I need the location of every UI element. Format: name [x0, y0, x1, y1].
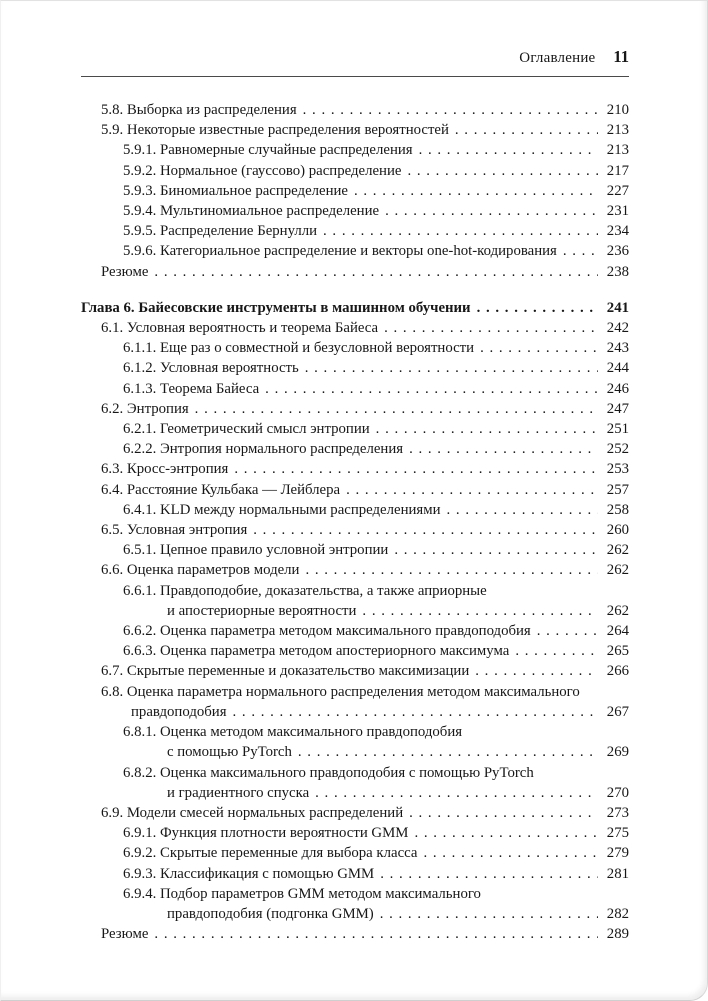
toc-entry-line [101, 803, 629, 823]
toc-entry-line [101, 120, 629, 140]
dot-leader [305, 358, 598, 378]
toc-entry-line [101, 459, 629, 479]
toc-entry [81, 682, 629, 722]
toc-page-number: 262 [606, 562, 629, 579]
toc-entry-line [101, 318, 629, 338]
toc-entry-line [123, 221, 629, 241]
toc-entry-line [123, 843, 629, 863]
toc-entry-title: 6.9. Модели смесей нормальных распределений [101, 804, 404, 821]
toc-entry [81, 358, 629, 378]
toc-entry-title: 5.9.1. Равномерные случайные распределения [123, 142, 413, 159]
header-page-number: 11 [613, 47, 629, 66]
toc-entry-title: 6.5.1. Цепное правило условной энтропии [123, 542, 389, 559]
toc-entry [81, 241, 629, 261]
toc-page-number: 260 [606, 522, 629, 539]
toc-entry [81, 338, 629, 358]
toc-entry-line [81, 298, 629, 318]
dot-leader [362, 601, 598, 621]
toc-entry [81, 641, 629, 661]
toc-entry-title: 5.8. Выборка из распределения [101, 102, 297, 118]
toc-entry-title: правдоподобия (подгонка GMM) [167, 905, 374, 922]
toc-entry [81, 924, 629, 944]
toc-entry-title: 6.4.1. KLD между нормальными распределениями [123, 501, 441, 518]
dot-leader [380, 904, 598, 924]
dot-leader [354, 181, 598, 201]
toc-entry [81, 864, 629, 884]
toc-entry-line [123, 864, 629, 884]
toc-entry-line [101, 520, 629, 540]
toc-entry-title: 6.6.2. Оценка параметра методом максимального правдоподобия [123, 623, 531, 640]
toc-entry-title: 6.5. Условная энтропия [101, 522, 248, 539]
dot-leader [380, 864, 598, 884]
toc-entry [81, 661, 629, 681]
toc-entry-title: правдоподобия [131, 703, 227, 720]
toc-entry-line [101, 480, 629, 500]
toc-chapter-entry [81, 298, 629, 318]
dot-leader [455, 120, 598, 140]
toc-entry [81, 201, 629, 221]
dot-leader [409, 803, 598, 823]
dot-leader [154, 262, 598, 282]
dot-leader [447, 500, 598, 520]
toc-entry-line [123, 722, 629, 742]
dot-leader [515, 641, 598, 661]
toc-page-number: 213 [606, 122, 629, 139]
dot-leader [154, 924, 598, 944]
toc-page-number: 231 [606, 203, 629, 220]
toc-entry-title: 6.7. Скрытые переменные и доказательство максимизации [101, 663, 470, 680]
toc-entry-title: и апостериорные вероятности [167, 602, 357, 619]
toc-page-number: 210 [606, 102, 629, 118]
toc-entry-title: 6.8.1. Оценка методом максимального правдоподобия [123, 724, 463, 741]
dot-leader [195, 399, 598, 419]
toc-page-number: 217 [606, 162, 629, 179]
toc-page-number: 244 [606, 360, 629, 377]
toc-page-number: 273 [606, 804, 629, 821]
toc-page-number: 258 [606, 501, 629, 518]
toc-page-number: 262 [606, 602, 629, 619]
toc-entry-title: 5.9.6. Категориальное распределение и векторы one-hot-кодирования [123, 243, 557, 260]
toc-page-number: 234 [606, 223, 629, 240]
toc-entry [81, 419, 629, 439]
toc-entry [81, 459, 629, 479]
toc-page-number: 281 [606, 865, 629, 882]
dot-leader [305, 560, 598, 580]
toc-entry-line [123, 641, 629, 661]
toc-entry-title: 6.9.3. Классификация с помощью GMM [123, 865, 375, 882]
header-title: Оглавление [519, 50, 596, 66]
toc-entry-title: 5.9.3. Биномиальное распределение [123, 182, 348, 199]
toc-page-number: 242 [606, 320, 629, 337]
toc-entry-line [101, 702, 629, 722]
toc-page-number: 213 [606, 142, 629, 159]
toc-entry [81, 520, 629, 540]
toc-entry-title: 6.9.2. Скрытые переменные для выбора класса [123, 845, 418, 862]
toc-entry-line [101, 560, 629, 580]
dot-leader [385, 201, 598, 221]
toc-page-number: 252 [606, 441, 629, 458]
toc-entry [81, 181, 629, 201]
toc-entry-title: 6.4. Расстояние Кульбака — Лейблера [101, 481, 341, 498]
toc-entry-line [123, 540, 629, 560]
toc-entry [81, 884, 629, 924]
dot-leader [409, 439, 598, 459]
dot-leader [419, 140, 598, 160]
toc-entry-title: 6.6.1. Правдоподобие, доказательства, а также априорные [123, 582, 487, 599]
toc-page-number: 262 [606, 542, 629, 559]
toc-entry-line [123, 823, 629, 843]
toc-page-number: 257 [606, 481, 629, 498]
toc-entry-line [123, 419, 629, 439]
toc-page-number: 289 [606, 926, 629, 943]
dot-leader [480, 338, 598, 358]
dot-leader [394, 540, 598, 560]
toc-entry-title: 6.2. Энтропия [101, 400, 189, 417]
toc-entry-title: с помощью PyTorch [167, 744, 292, 761]
toc-entry-line [123, 241, 629, 261]
toc-entry-line [123, 439, 629, 459]
toc-entry [81, 500, 629, 520]
toc-page-number: 243 [606, 340, 629, 357]
toc-entry [81, 262, 629, 282]
toc-entry [81, 120, 629, 140]
toc-entry-title: и градиентного спуска [167, 784, 310, 801]
toc-page-number: 279 [606, 845, 629, 862]
toc-entry-line [123, 338, 629, 358]
toc-entry-line [123, 581, 629, 601]
toc-entry-line [123, 379, 629, 399]
toc-entry-title: 6.1. Условная вероятность и теорема Байеса [101, 320, 379, 337]
toc-entry-title: 5.9.2. Нормальное (гауссово) распределение [123, 162, 402, 179]
toc-list [81, 100, 629, 944]
dot-leader [298, 742, 598, 762]
toc-entry-line [101, 924, 629, 944]
toc-entry [81, 763, 629, 803]
toc-entry-line [123, 904, 629, 924]
toc-entry-title: 6.1.2. Условная вероятность [123, 360, 299, 377]
toc-entry-line [123, 763, 629, 783]
dot-leader [475, 661, 598, 681]
toc-entry-line [123, 201, 629, 221]
toc-page-number: 266 [606, 663, 629, 680]
dot-leader [423, 843, 598, 863]
toc-entry-line [101, 399, 629, 419]
dot-leader [323, 221, 598, 241]
toc-page-number: 251 [606, 421, 629, 438]
toc-entry [81, 161, 629, 181]
toc-entry-title: 6.3. Кросс-энтропия [101, 461, 229, 478]
toc-entry [81, 318, 629, 338]
dot-leader [376, 419, 598, 439]
dot-leader [253, 520, 598, 540]
dot-leader [233, 702, 598, 722]
toc-entry-line [123, 500, 629, 520]
dot-leader [414, 823, 598, 843]
toc-entry [81, 803, 629, 823]
toc-entry-title: 6.8. Оценка параметра нормального распределения методом максимального [101, 683, 580, 700]
dot-leader [346, 480, 598, 500]
toc-page-number: 264 [606, 623, 629, 640]
toc-entry [81, 439, 629, 459]
toc-entry-line [123, 358, 629, 378]
toc-entry [81, 560, 629, 580]
toc-page-number: 253 [606, 461, 629, 478]
toc-entry-title: Резюме [101, 926, 149, 943]
toc-entry [81, 843, 629, 863]
dot-leader [303, 100, 598, 120]
toc-entry-title: Резюме [101, 263, 149, 280]
toc-entry-title: 5.9.4. Мультиномиальное распределение [123, 203, 380, 220]
toc-entry-title: 6.1.1. Еще раз о совместной и безусловной вероятности [123, 340, 475, 357]
toc-entry-line [123, 161, 629, 181]
dot-leader [234, 459, 598, 479]
toc-entry-line [123, 140, 629, 160]
toc-entry [81, 540, 629, 560]
toc-entry-title: 6.6. Оценка параметров модели [101, 562, 300, 579]
page-header [81, 47, 629, 77]
dot-leader [315, 783, 598, 803]
toc-entry-title: 6.2.2. Энтропия нормального распределения [123, 441, 404, 458]
toc-entry-line [123, 783, 629, 803]
dot-leader [537, 621, 598, 641]
toc-page-number: 282 [606, 905, 629, 922]
toc-entry [81, 581, 629, 621]
dot-leader [384, 318, 598, 338]
toc-entry-line [123, 181, 629, 201]
toc-page-number: 241 [606, 299, 629, 316]
toc-page-number: 267 [606, 703, 629, 720]
toc-page-number: 269 [606, 744, 629, 761]
toc-entry-line [123, 601, 629, 621]
toc-entry-line [123, 884, 629, 904]
toc-entry-title: 5.9. Некоторые известные распределения вероятностей [101, 122, 449, 139]
toc-entry-title: 5.9.5. Распределение Бернулли [123, 223, 318, 240]
toc-entry-line [101, 682, 629, 702]
toc-entry [81, 100, 629, 120]
toc-entry-title: 6.9.1. Функция плотности вероятности GMM [123, 825, 409, 842]
dot-leader [563, 241, 598, 261]
toc-page-number: 247 [606, 400, 629, 417]
toc-page-number: 246 [606, 380, 629, 397]
toc-entry-line [101, 262, 629, 282]
dot-leader [265, 379, 598, 399]
toc-entry-title: 6.6.3. Оценка параметра методом апостериорного максимума [123, 643, 510, 660]
toc-entry [81, 399, 629, 419]
toc-entry [81, 379, 629, 399]
toc-page-number: 227 [606, 182, 629, 199]
dot-leader [477, 298, 598, 318]
toc-page-number: 236 [606, 243, 629, 260]
toc-entry-title: 6.2.1. Геометрический смысл энтропии [123, 421, 370, 438]
toc-page-number: 275 [606, 825, 629, 842]
toc-entry [81, 221, 629, 241]
toc-entry [81, 480, 629, 500]
toc-page-number: 270 [606, 784, 629, 801]
toc-entry [81, 722, 629, 762]
toc-entry-title: 6.9.4. Подбор параметров GMM методом максимального [123, 885, 481, 902]
toc-entry-line [101, 100, 629, 120]
toc-entry [81, 140, 629, 160]
toc-entry [81, 823, 629, 843]
toc-page-number: 238 [606, 263, 629, 280]
toc-entry-title: Глава 6. Байесовские инструменты в машинном обучении [81, 299, 471, 316]
toc-entry-title: 6.8.2. Оценка максимального правдоподобия с помощью PyTorch [123, 764, 534, 781]
toc-entry-line [123, 621, 629, 641]
toc-entry-title: 6.1.3. Теорема Байеса [123, 380, 260, 397]
toc-entry-line [101, 661, 629, 681]
toc-entry [81, 621, 629, 641]
toc-page-number: 265 [606, 643, 629, 660]
dot-leader [407, 161, 598, 181]
toc-entry-line [123, 742, 629, 762]
